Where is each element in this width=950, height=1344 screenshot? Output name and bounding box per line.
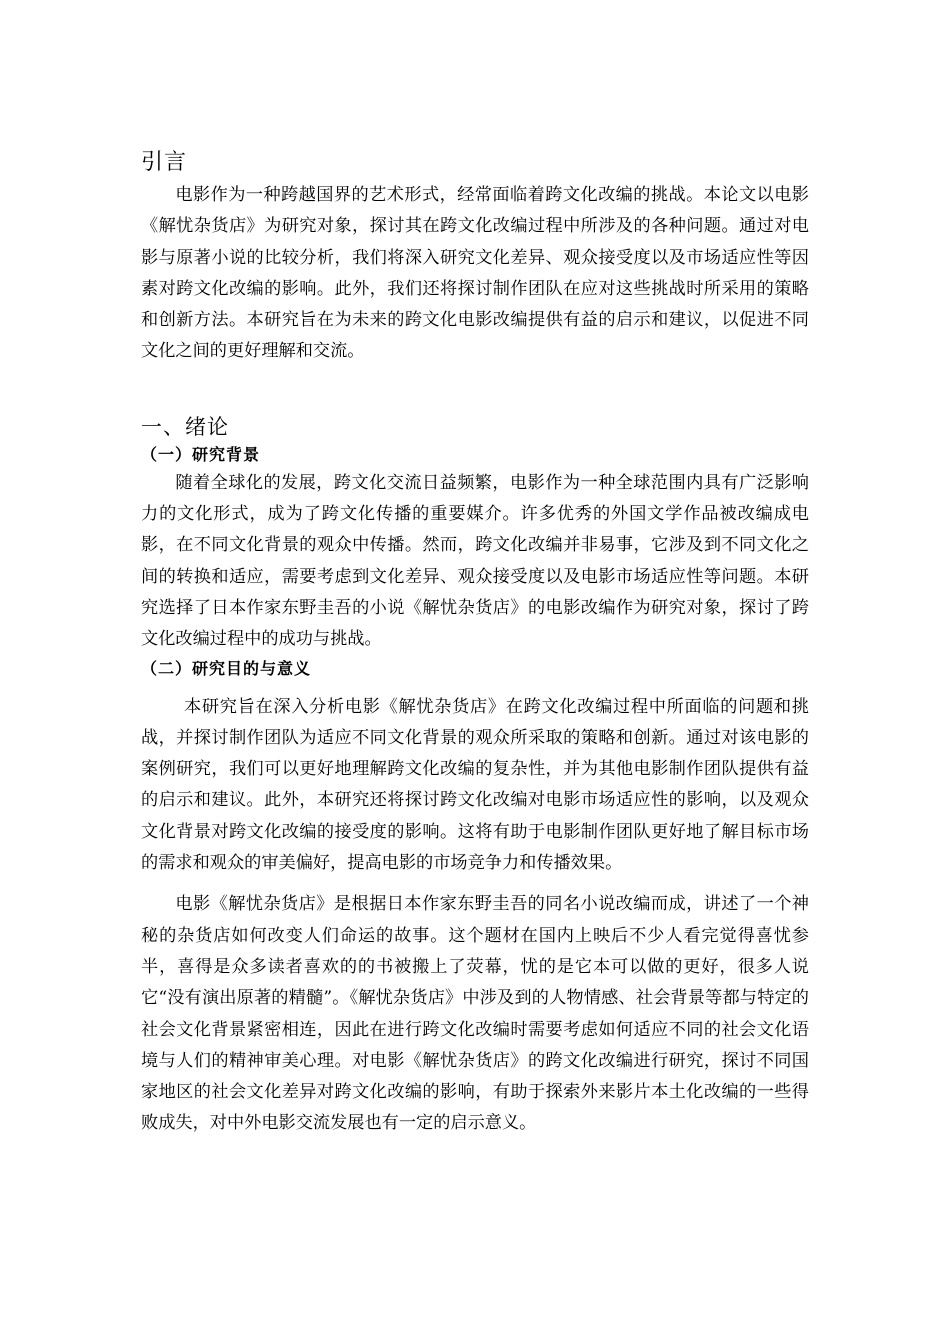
spacer [141, 682, 809, 692]
section-heading-purpose: （二）研究目的与意义 [141, 658, 312, 678]
document-page [141, 148, 809, 1140]
purpose-paragraph-2: 电影《解忧杂货店》是根据日本作家东野圭吾的同名小说改编而成，讲述了一个神秘的杂货店如何改变人们命运的故事。这个题材在国内上映后不少人看完觉得喜忧参半，喜得是众多读者喜欢的的书被搬上了荧幕，忧的是它本可以做的更好，很多人说它“没有演出原著的精髓”。《解忧杂货店》中涉及到的人物情感、社会背景等都与特定的社会文化背景紧密相连，因此在进行跨文化改编时需要考虑如何适应不同的社会文化语境与人们的精神审美心理。对电影《解忧杂货店》的跨文化改编进行研究，探讨不同国家地区的社会文化差异对跨文化改编的影响，有助于探索外来影片本土化改编的一些得败成失，对中外电影交流发展也有一定的启示意义。 [141, 894, 809, 1134]
intro-heading: 引言 [141, 150, 188, 175]
spacer [141, 879, 809, 889]
chapter-heading: 一、绪论 [141, 414, 229, 439]
purpose-paragraph-1: 本研究旨在深入分析电影《解忧杂货店》在跨文化改编过程中所面临的问题和挑战，并探讨制作团队为适应不同文化背景的观众所采取的策略和创新。通过对该电影的案例研究，我们可以更好地理解跨文化改编的复杂性，并为其他电影制作团队提供有益的启示和建议。此外，本研究还将探讨跨文化改编对电影市场适应性的影响，以及观众文化背景对跨文化改编的接受度的影响。这将有助于电影制作团队更好地了解目标市场的需求和观众的审美偏好，提高电影的市场竞争力和传播效果。 [141, 696, 809, 874]
intro-paragraph: 电影作为一种跨越国界的艺术形式，经常面临着跨文化改编的挑战。本论文以电影《解忧杂货店》为研究对象，探讨其在跨文化改编过程中所涉及的各种问题。通过对电影与原著小说的比较分析，我们将深入研究文化差异、观众接受度以及市场适应性等因素对跨文化改编的影响。此外，我们还将探讨制作团队在应对这些挑战时所采用的策略和创新方法。本研究旨在为未来的跨文化电影改编提供有益的启示和建议，以促进不同文化之间的更好理解和交流。 [141, 185, 809, 362]
background-paragraph: 随着全球化的发展，跨文化交流日益频繁，电影作为一种全球范围内具有广泛影响力的文化形式，成为了跨文化传播的重要媒介。许多优秀的外国文学作品被改编成电影，在不同文化背景的观众中传播。然而，跨文化改编并非易事，它涉及到不同文化之间的转换和适应，需要考虑到文化差异、观众接受度以及电影市场适应性等问题。本研究选择了日本作家东野圭吾的小说《解忧杂货店》的电影改编作为研究对象，探讨了跨文化改编过程中的成功与挑战。 [141, 472, 809, 650]
section-heading-background: （一）研究背景 [141, 444, 261, 464]
spacer [141, 368, 809, 412]
